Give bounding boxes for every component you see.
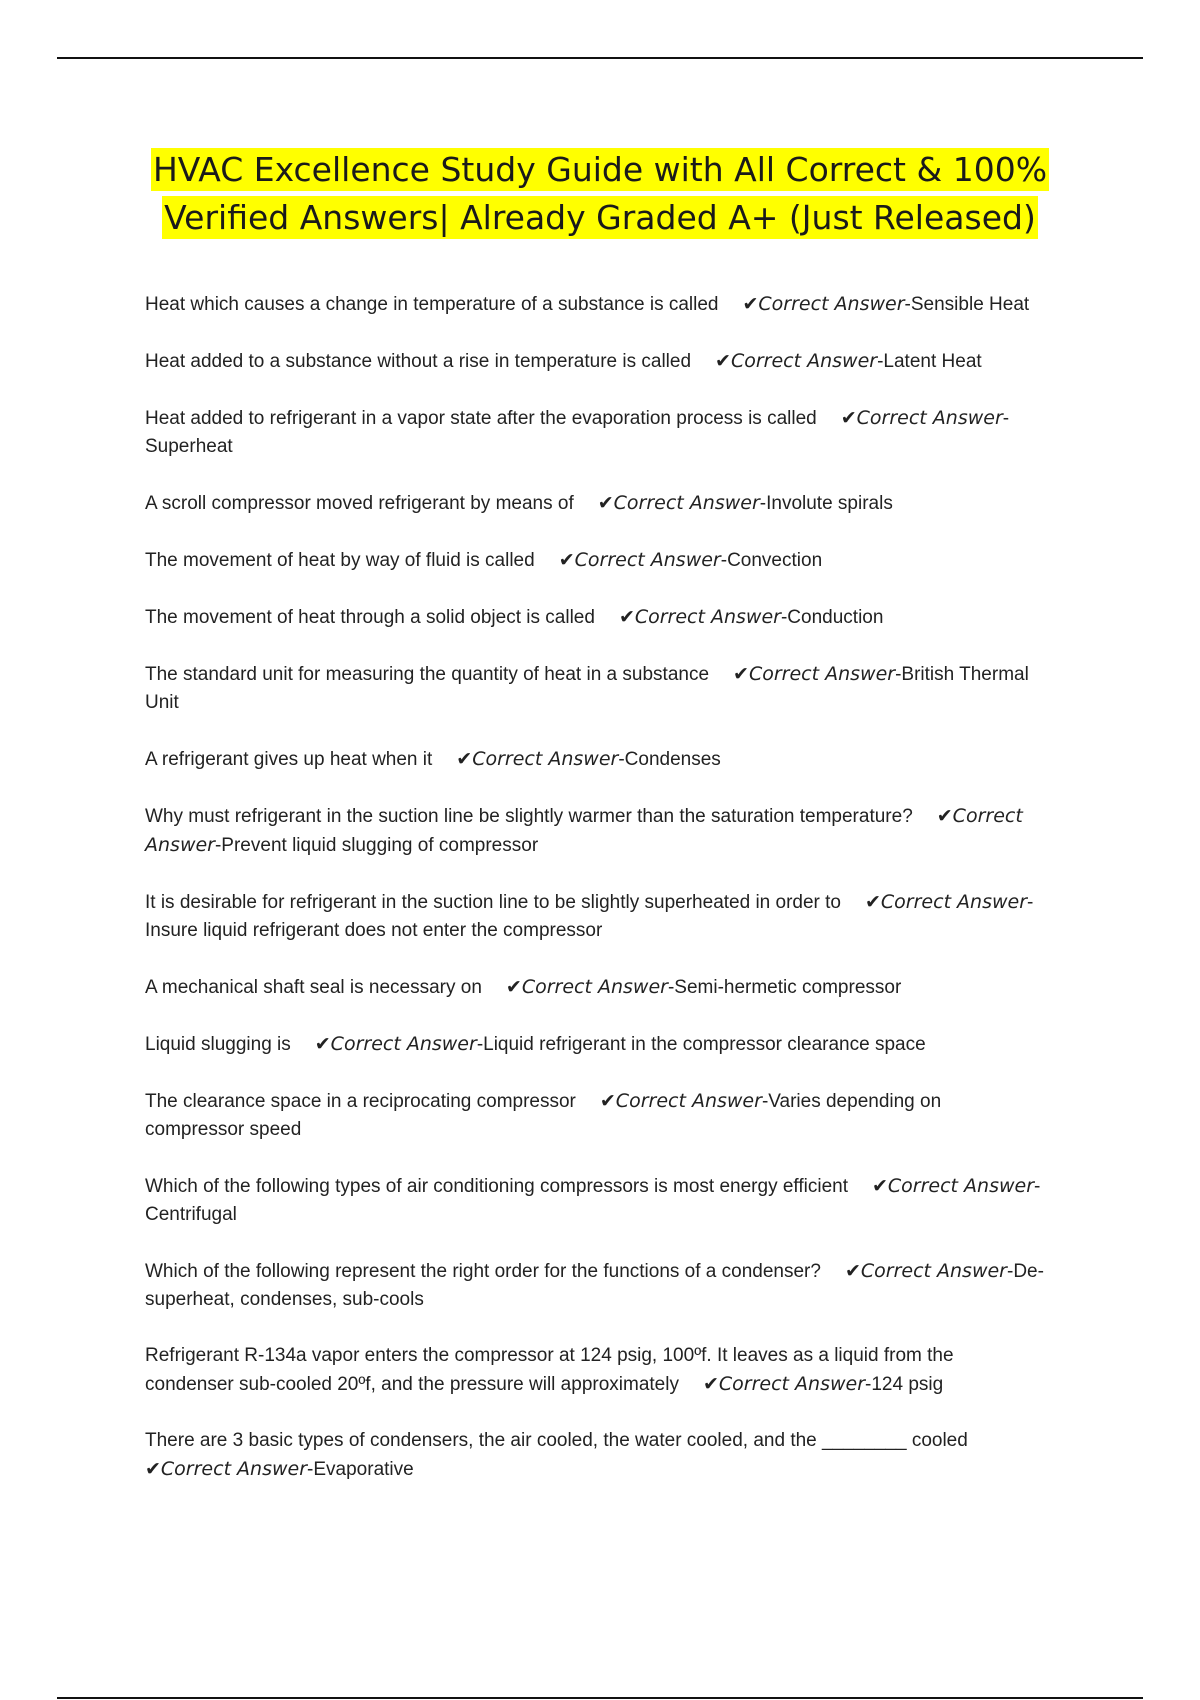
qa-item [145, 546, 1045, 575]
question-text: Liquid slugging is [145, 1034, 291, 1055]
answer-text: -De-superheat, condenses, sub-cools [145, 1261, 1044, 1310]
answer-text: -124 psig [865, 1374, 944, 1395]
qa-item [145, 290, 1045, 319]
qa-item [145, 1172, 1045, 1229]
answer-text: -Insure liquid refrigerant does not enter the compressor [145, 892, 1034, 941]
answer-text: -British Thermal Unit [145, 664, 1029, 713]
correct-answer-marker: ✔Correct Answer [145, 1458, 308, 1480]
correct-answer-marker: ✔Correct Answer [599, 1090, 762, 1112]
question-text: The movement of heat by way of fluid is called [145, 550, 535, 571]
qa-item [145, 660, 1045, 717]
correct-answer-marker: ✔Correct Answer [618, 606, 781, 628]
correct-answer-marker: ✔Correct Answer [715, 350, 878, 372]
question-text: There are 3 basic types of condensers, the air cooled, the water cooled, and the ________ cooled [145, 1430, 968, 1451]
answer-text: -Sensible Heat [904, 294, 1030, 315]
qa-item [145, 347, 1045, 376]
answer-text: -Varies depending on compressor speed [145, 1091, 942, 1140]
qa-item [145, 1030, 1045, 1059]
question-text: The clearance space in a reciprocating compressor [145, 1091, 576, 1112]
answer-text: -Semi-hermetic compressor [667, 977, 902, 998]
answer-text: -Liquid refrigerant in the compressor clearance space [476, 1034, 926, 1055]
qa-item [145, 1087, 1045, 1144]
question-text: Which of the following represent the right order for the functions of a condenser? [145, 1261, 821, 1282]
bottom-rule [57, 1697, 1143, 1699]
question-text: The standard unit for measuring the quantity of heat in a substance [145, 664, 710, 685]
question-text: The movement of heat through a solid object is called [145, 607, 595, 628]
qa-item [145, 489, 1045, 518]
correct-answer-marker: ✔Correct Answer [844, 1260, 1007, 1282]
answer-text: -Superheat [145, 408, 1010, 457]
qa-item [145, 888, 1045, 945]
answer-text: -Conduction [780, 607, 884, 628]
correct-answer-marker: ✔Correct Answer [558, 549, 721, 571]
qa-list [145, 290, 1045, 1512]
document-title: HVAC Excellence Study Guide with All Correct & 100% Verified Answers| Already Graded A+ (Just Released) [152, 150, 1048, 237]
correct-answer-marker: ✔Correct Answer [702, 1373, 866, 1395]
question-text: A refrigerant gives up heat when it [145, 749, 433, 770]
question-text: Heat added to refrigerant in a vapor state after the evaporation process is called [145, 408, 817, 429]
title-block [100, 146, 1100, 242]
answer-text: -Evaporative [307, 1459, 414, 1480]
correct-answer-marker: ✔Correct Answer [840, 407, 1003, 429]
correct-answer-marker: ✔Correct Answer [733, 663, 896, 685]
answer-text: -Centrifugal [145, 1176, 1041, 1225]
qa-item [145, 1257, 1045, 1314]
answer-text: -Prevent liquid slugging of compressor [214, 835, 539, 856]
correct-answer-marker: ✔Correct Answer [742, 293, 905, 315]
correct-answer-marker: ✔Correct Answer [145, 805, 1023, 856]
question-text: Heat which causes a change in temperature of a substance is called [145, 294, 719, 315]
answer-text: -Involute spirals [759, 493, 893, 514]
question-text: It is desirable for refrigerant in the suction line to be slightly superheated in order to [145, 892, 841, 913]
qa-item [145, 1342, 1045, 1399]
question-text: Heat added to a substance without a rise in temperature is called [145, 351, 692, 372]
question-text: A scroll compressor moved refrigerant by means of [145, 493, 574, 514]
question-text: A mechanical shaft seal is necessary on [145, 977, 482, 998]
qa-item [145, 1427, 1045, 1484]
question-text: Which of the following types of air conditioning compressors is most energy efficient [145, 1176, 848, 1197]
qa-item [145, 973, 1045, 1002]
correct-answer-marker: ✔Correct Answer [314, 1033, 477, 1055]
correct-answer-marker: ✔Correct Answer [505, 976, 668, 998]
qa-item [145, 802, 1045, 860]
correct-answer-marker: ✔Correct Answer [865, 891, 1028, 913]
answer-text: -Latent Heat [877, 351, 982, 372]
correct-answer-marker: ✔Correct Answer [597, 492, 760, 514]
correct-answer-marker: ✔Correct Answer [871, 1175, 1035, 1197]
question-text: Why must refrigerant in the suction line be slightly warmer than the saturation temperature? [145, 806, 913, 827]
correct-answer-marker: ✔Correct Answer [456, 748, 619, 770]
answer-text: -Convection [720, 550, 823, 571]
answer-text: -Condenses [618, 749, 721, 770]
top-rule [57, 57, 1143, 59]
question-text: Refrigerant R-134a vapor enters the compressor at 124 psig, 100ºf. It leaves as a liquid from the condenser sub-cooled 20ºf, and the pressure will approximately [145, 1345, 954, 1395]
qa-item [145, 603, 1045, 632]
qa-item [145, 745, 1045, 774]
qa-item [145, 404, 1045, 461]
